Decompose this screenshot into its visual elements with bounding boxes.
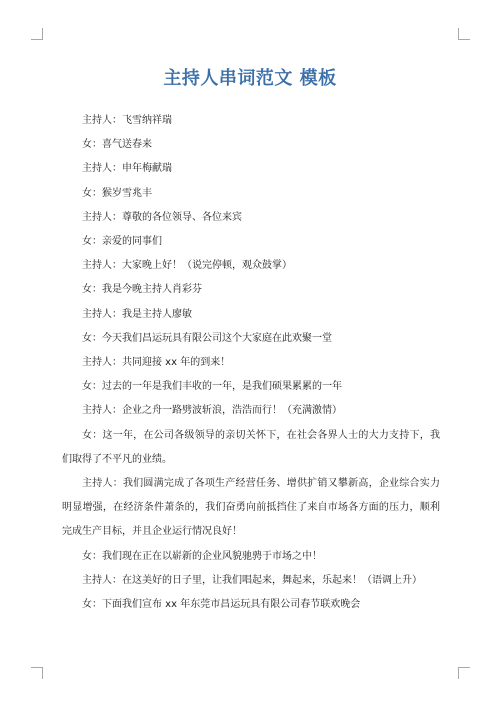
script-line: 主持人：大家晚上好！（说完停顿，观众鼓掌）	[82, 260, 292, 272]
script-line: 主持人：申年梅献瑞	[82, 163, 172, 175]
script-line: 女：我们现在正在以崭新的企业风貌驰骋于市场之中！	[82, 550, 322, 562]
script-paragraph: 主持人：我们圆满完成了各项生产经营任务、增供扩销又攀新高，企业综合实力明显增强，在经济条件萧条的，我们奋勇向前抵挡住了来自市场各方面的压力，顺利完成生产目标，并且企业运行情况良好！	[62, 478, 440, 538]
script-line: 女：我是今晚主持人肖彩芬	[82, 284, 202, 296]
script-line: 主持人：我是主持人廖敏	[82, 308, 192, 320]
script-line: 主持人：企业之舟一路劈波斩浪，浩浩而行！（充满激情）	[82, 405, 342, 417]
script-line: 主持人：共同迎接 xx 年的到来！	[82, 357, 231, 369]
crop-mark-top-right	[458, 28, 470, 40]
script-paragraph: 女：这一年，在公司各级领导的亲切关怀下，在社会各界人士的大力支持下，我们取得了不平凡的业绩。	[62, 429, 440, 465]
crop-mark-bottom-right	[458, 667, 470, 679]
crop-mark-top-left	[31, 28, 43, 40]
script-line: 主持人：飞雪纳祥瑞	[82, 115, 172, 126]
script-line: 女：今天我们昌运玩具有限公司这个大家庭在此欢聚一堂	[82, 332, 332, 344]
script-line: 女：过去的一年是我们丰收的一年，是我们硕果累累的一年	[82, 381, 342, 393]
document-title: 主持人串词范文 模板	[163, 68, 337, 89]
script-line: 女：喜气送春来	[82, 139, 152, 151]
script-line: 女：亲爱的同事们	[82, 236, 162, 248]
script-line: 主持人：尊敬的各位领导、各位来宾	[82, 211, 242, 223]
script-line: 女：下面我们宣布 xx 年东莞市昌运玩具有限公司春节联欢晚会	[82, 599, 361, 611]
crop-mark-bottom-left	[31, 667, 43, 679]
document-body	[62, 109, 440, 617]
script-line: 女：猴岁雪兆丰	[82, 187, 152, 199]
script-line: 主持人：在这美好的日子里，让我们唱起来，舞起来，乐起来！（语调上升）	[82, 574, 422, 586]
